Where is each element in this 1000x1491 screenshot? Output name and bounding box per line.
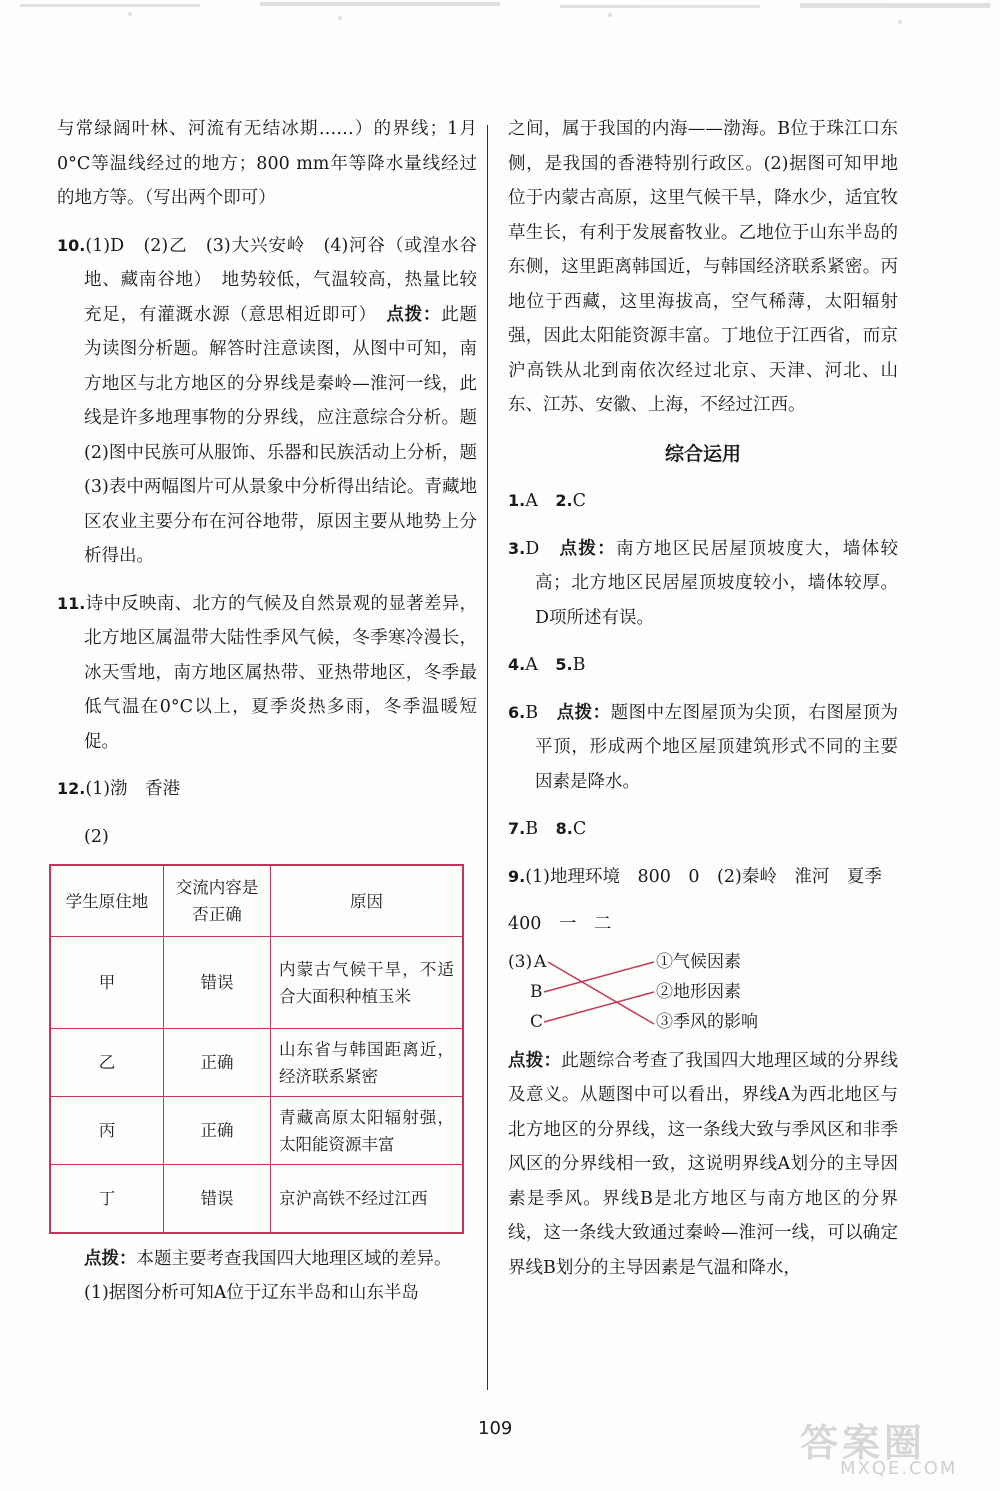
table-header: 学生原住地 <box>50 865 164 937</box>
answer-9-line1: (1)地理环境 800 0 (2)秦岭 淮河 夏季 <box>525 866 882 887</box>
table-row <box>50 1165 463 1233</box>
watermark <box>800 1412 990 1484</box>
answer-11-text: 诗中反映南、北方的气候及自然景观的显著差异，北方地区属温带大陆性季风气候，冬季寒冷漫长，冰天雪地，南方地区属热带、亚热带地区，冬季最低气温在0°C以上，夏季炎热多雨，冬季温暖短促。 <box>84 593 477 752</box>
watermark-url: MXQE.COM <box>840 1458 958 1479</box>
answer-number: 8. <box>555 819 573 838</box>
answer-12-part2: (2) <box>84 826 109 847</box>
answer-10 <box>57 229 477 574</box>
table-cell: 正确 <box>164 1097 271 1165</box>
answer-11 <box>57 587 477 760</box>
answer-number: 4. <box>508 655 526 674</box>
answer-value: A <box>525 655 538 675</box>
answer-6 <box>508 696 898 800</box>
table-cell: 乙 <box>50 1029 164 1097</box>
table-header: 原因 <box>271 865 464 937</box>
answer-10-text: (1)D (2)乙 (3)大兴安岭 (4)河谷（或湟水谷地、藏南谷地） 地势较低，气温较高，热量比较充足，有灌溉水源（意思相近即可） <box>84 235 477 325</box>
match-left-b: B <box>530 981 543 1002</box>
answers-1-2 <box>508 484 898 519</box>
answer-value: B <box>525 702 539 723</box>
match-right-1: ①气候因素 <box>656 951 741 972</box>
answer-value: D <box>525 538 540 559</box>
tip-label: 点拨： <box>508 1050 562 1071</box>
table-cell: 内蒙古气候干旱，不适合大面积种植玉米 <box>271 937 464 1029</box>
table-cell: 山东省与韩国距离近，经济联系紧密 <box>271 1029 464 1097</box>
answer-9-tip <box>508 1044 898 1286</box>
tip-continuation: (1)据图分析可知A位于辽东半岛和山东半岛 <box>84 1283 419 1303</box>
answer-number: 7. <box>508 819 526 838</box>
table-row <box>50 1029 463 1097</box>
table-header: 交流内容是否正确 <box>164 865 271 937</box>
answer-value: B <box>525 819 539 839</box>
tip-label: 点拨： <box>559 538 617 559</box>
answer-12 <box>57 772 477 807</box>
answer-9-tip-text: 此题综合考查了我国四大地理区域的分界线及意义。从题图中可以看出，界线A为西北地区与北方地区的分界线，这一条线大致与季风区和非季风区的分界线相一致，这说明界线A划分的主导因素是季风。界线B是北方地区与南方地区的分界线，这一条线大致通过秦岭—淮河一线，可以确定界线B划分的主导因素是气温和降水， <box>508 1050 899 1278</box>
answer-value: C <box>572 491 586 511</box>
answer-3-tip: 南方地区民居屋顶坡度大，墙体较高；北方地区民居屋顶坡度较小，墙体较厚。D项所述有误。 <box>535 538 899 628</box>
match-right-2: ②地形因素 <box>656 981 741 1002</box>
table-cell: 正确 <box>164 1029 271 1097</box>
answer-3 <box>508 532 898 636</box>
section-title: 综合运用 <box>664 442 741 465</box>
answers-7-8 <box>508 812 898 847</box>
table-cell: 京沪高铁不经过江西 <box>271 1165 464 1233</box>
answer-number: 5. <box>555 655 573 674</box>
top-edge-speckle <box>0 0 1000 60</box>
right-column <box>508 112 898 1285</box>
answer-value: C <box>572 819 587 839</box>
answer-value: B <box>572 655 586 675</box>
table-cell: 甲 <box>50 937 164 1029</box>
table-cell: 青藏高原太阳辐射强，太阳能资源丰富 <box>271 1097 464 1165</box>
answer-value: A <box>525 491 538 511</box>
tip-label: 点拨： <box>386 304 442 325</box>
continuation-paragraph: 之间，属于我国的内海——渤海。B位于珠江口东侧，是我国的香港特别行政区。(2)据图可知甲地位于内蒙古高原，这里气候干旱，降水少，适宜牧草生长，有利于发展畜牧业。乙地位于山东半岛的东侧，这里距离韩国近，与韩国经济联系紧密。丙地位于西藏，这里海拔高，空气稀薄，太阳辐射强，因此太阳能资源丰富。丁地位于江西省，而京沪高铁从北到南依次经过北京、天津、河北、山东、江苏、安徽、上海，不经过江西。 <box>508 119 898 415</box>
matching-diagram <box>508 946 898 1042</box>
answer-table <box>49 864 464 1234</box>
tip-paragraph <box>57 1242 477 1277</box>
answer-10-tip: 此题为读图分析题。解答时注意读图，从图中可知，南方地区与北方地区的分界线是秦岭—淮河一线，此线是许多地理事物的分界线，应注意综合分析。题(2)图中民族可从服饰、乐器和民族活动上分析，题(3)表中两幅图片可从景象中分析得出结论。青藏地区农业主要分布在河谷地带，原因主要从地势上分析得出。 <box>84 304 478 566</box>
answer-number: 1. <box>508 491 526 510</box>
watermark-logo-text: 答案圈 <box>800 1421 927 1465</box>
answer-12-part1: (1)渤 香港 <box>85 779 181 799</box>
answer-9 <box>508 860 898 895</box>
answer-number: 11. <box>57 593 86 613</box>
table-cell: 错误 <box>164 1165 271 1233</box>
answer-number: 3. <box>508 538 526 558</box>
continuation-paragraph: 与常绿阔叶林、河流有无结冰期……）的界线；1月0°C等温线经过的地方；800 mm年等降水量线经过的地方等。（写出两个即可） <box>57 119 477 208</box>
answer-9-line2: 400 一 二 <box>508 914 612 934</box>
table-cell: 丁 <box>50 1165 164 1233</box>
match-left-c: C <box>530 1011 544 1032</box>
table-row <box>50 1097 463 1165</box>
column-divider <box>487 125 488 1390</box>
answer-6-tip: 题图中左图屋顶为尖顶，右图屋顶为平顶，形成两个地区屋顶建筑形式不同的主要因素是降水。 <box>535 702 899 792</box>
left-column <box>57 112 477 1311</box>
match-left-a: A <box>534 951 547 972</box>
answer-number: 12. <box>57 779 86 798</box>
answer-number: 6. <box>508 702 526 722</box>
answer-number: 9. <box>508 866 526 886</box>
table-cell: 错误 <box>164 937 271 1029</box>
answer-number: 2. <box>555 491 573 510</box>
tip-text: 本题主要考查我国四大地理区域的差异。 <box>136 1248 452 1269</box>
match-right-3: ③季风的影响 <box>656 1011 758 1032</box>
table-row <box>50 937 463 1029</box>
tip-label: 点拨： <box>556 702 611 723</box>
table-header-row <box>50 865 463 937</box>
tip-label: 点拨： <box>84 1248 137 1269</box>
table-cell: 丙 <box>50 1097 164 1165</box>
answers-4-5 <box>508 648 898 683</box>
page-number: 109 <box>478 1418 513 1439</box>
match-prefix: (3) <box>508 951 533 972</box>
answer-number: 10. <box>57 235 86 255</box>
